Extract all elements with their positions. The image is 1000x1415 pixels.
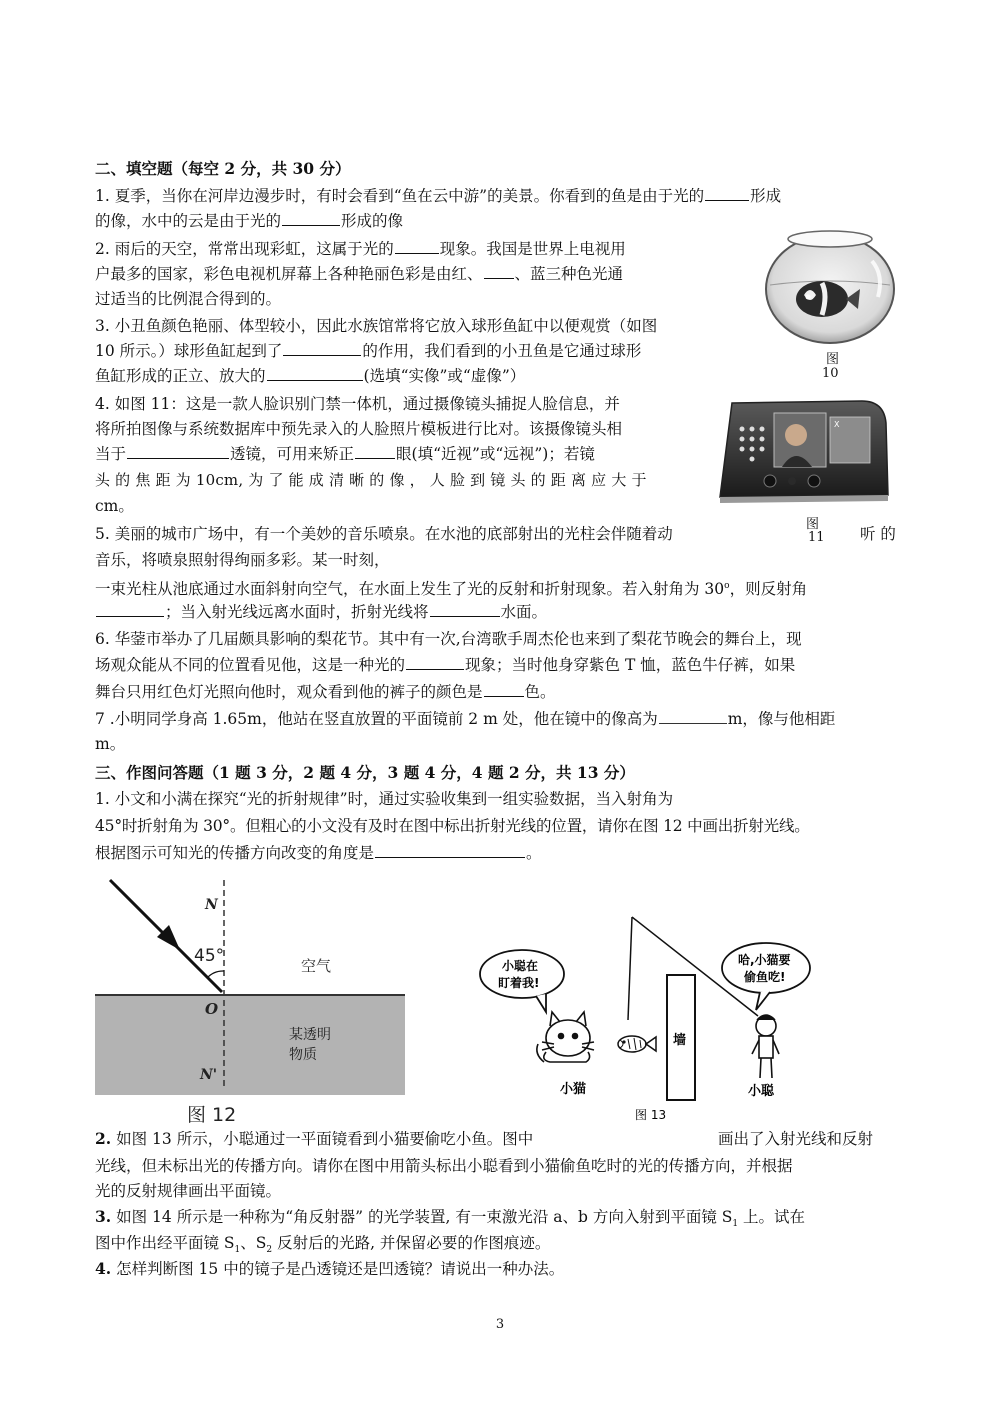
device-brand-text: X [834, 420, 840, 429]
fig13-caption: 图 13 [635, 1108, 667, 1122]
fig12-caption: 图 12 [187, 1104, 237, 1125]
boy-label: 小聪 [748, 1084, 775, 1099]
q3-line3: 鱼缸形成的正立、放大的 (选填“实像”或“虚像”） [95, 367, 526, 385]
q6-line1: 6. 华蓥市举办了几届颇具影响的梨花节。其中有一次,台湾歌手周杰伦也来到了梨花节晚会的舞台上，现 [95, 630, 802, 648]
q2-line2: 户最多的国家，彩色电视机屏幕上各种艳丽色彩是由红、 、蓝三种色光通 [95, 265, 624, 283]
angle-label: 45° [194, 946, 225, 966]
q4-blank1[interactable] [127, 443, 229, 459]
q4-line4: 头 的 焦 距 为 10cm, 为 了 能 成 清 晰 的 像 ， 人 脸 到 镜 头 的 距 离 应 大 于 [95, 471, 647, 489]
page-number: 3 [495, 1317, 505, 1332]
boy-speech-bubble [722, 943, 810, 993]
s3q2-line3: 光的反射规律画出平面镜。 [95, 1182, 282, 1200]
point-o-label: O [205, 1000, 219, 1018]
cat-bubble-text-1: 小聪在 [502, 959, 539, 973]
q2-blank1[interactable] [395, 238, 439, 254]
q5-blank2[interactable] [430, 601, 500, 617]
q3-line1: 3. 小丑鱼颜色艳丽、体型较小，因此水族馆常将它放入球形鱼缸中以便观赏（如图 [95, 317, 658, 335]
q3-blank1[interactable] [283, 340, 361, 356]
q4-blank2[interactable] [355, 443, 395, 459]
q2-line1: 2. 雨后的天空，常常出现彩虹，这属于光的 现象。我国是世界上电视用 [95, 240, 626, 258]
q5-line2: 音乐，将喷泉照射得绚丽多彩。某一时刻， [95, 551, 390, 569]
fig11-caption-1: 图 [806, 517, 820, 532]
fig10-caption-1: 图 [826, 352, 840, 367]
q6-blank2[interactable] [484, 681, 524, 697]
q4-line5: cm。 [95, 497, 134, 515]
cat-icon [537, 1012, 594, 1062]
s3q3-line1: 3. 如图 14 所示是一种称为“角反射器” 的光学装置, 有一束激光沿 a、b 方向入射到平面镜 $S_1$ 上。试在 [95, 1207, 806, 1230]
q1-blank1[interactable] [705, 185, 749, 201]
q2-blank2[interactable] [484, 263, 514, 279]
q5-line1: 5. 美丽的城市广场中，有一个美妙的音乐喷泉。在水池的底部射出的光柱会伴随着动 [95, 525, 673, 543]
medium-label-2: 物质 [289, 1047, 317, 1063]
boy-bubble-text-2: 偷鱼吃! [744, 970, 786, 984]
camera-lens-right-icon [808, 475, 820, 487]
normal-label-n-prime: N' [200, 1067, 218, 1083]
q4-line3: 当于 透镜，可用来矫正 眼(填“近视”或“远视”)；若镜 [95, 445, 595, 463]
incident-ray [628, 917, 632, 1020]
q3-blank2[interactable] [267, 365, 363, 381]
bowl-rim [788, 231, 872, 247]
q5-blank1[interactable] [96, 601, 164, 617]
q5-line3: 一束光柱从池底通过水面斜射向空气，在水面上发生了光的反射和折射现象。若入射角为 30$^o$，则反射角 [95, 580, 808, 599]
air-label: 空气 [301, 957, 332, 975]
s3q1-line2: 45°时折射角为 30°。但粗心的小文没有及时在图中标出折射光线的位置，请你在图 12 中画出折射光线。 [95, 817, 810, 835]
q7-blank1[interactable] [659, 708, 727, 724]
s3q3-line2: 图中作出经平面镜 $S_1$、$S_2$ 反射后的光路, 并保留必要的作图痕迹。 [95, 1234, 551, 1256]
cat-label: 小猫 [560, 1082, 587, 1097]
s3q1-line3: 根据图示可知光的传播方向改变的角度是 。 [95, 844, 542, 862]
fig10-caption-2: 10 [822, 366, 839, 381]
boy-bubble-text-1: 哈,小猫要 [738, 953, 791, 967]
q3-line2: 10 所示。）球形鱼缸起到了 的作用，我们看到的小丑鱼是它通过球形 [95, 342, 642, 360]
cat-speech-bubble [480, 950, 564, 998]
medium-label-1: 某透明 [289, 1027, 331, 1043]
section3-title: 三、作图问答题（1 题 3 分，2 题 4 分，3 题 4 分，4 题 2 分，共 13 分） [95, 763, 635, 782]
s3q2-line2: 光线，但未标出光的传播方向。请你在图中用箭头标出小聪看到小猫偷鱼吃时的光的传播方向，并根据 [95, 1157, 793, 1175]
q5-line1-end: 听 的 [860, 525, 896, 543]
camera-lens-left-icon [764, 475, 776, 487]
q6-line2: 场观众能从不同的位置看见他，这是一种光的 现象；当时他身穿紫色 T 恤，蓝色牛仔裤，如果 [95, 656, 796, 674]
fig12-refraction-diagram [95, 875, 405, 1125]
fig13-mirror-diagram [470, 912, 850, 1122]
s3q2-line1-end: 画出了入射光线和反射 [718, 1130, 874, 1148]
section2-title: 二、填空题（每空 2 分，共 30 分） [95, 159, 351, 178]
s3q1-blank[interactable] [375, 842, 525, 858]
s3q1-line1: 1. 小文和小满在探究“光的折射规律”时，通过实验收集到一组实验数据，当入射角为 [95, 790, 674, 808]
q7-line1: 7 .小明同学身高 1.65m，他站在竖直放置的平面镜前 2 m 处，他在镜中的像高为 m，像与他相距 [95, 710, 836, 728]
face-icon [785, 424, 807, 446]
q4-line1: 4. 如图 11：这是一款人脸识别门禁一体机，通过摄像镜头捕捉人脸信息，并 [95, 395, 620, 413]
q1-line2: 的像，水中的云是由于光的 形成的像 [95, 212, 404, 230]
normal-label-n: N [205, 897, 218, 913]
fig11-caption-2: 11 [808, 530, 825, 545]
angle-arc [207, 971, 224, 978]
q1-line1: 1. 夏季，当你在河岸边漫步时，有时会看到“鱼在云中游”的美景。你看到的鱼是由于光的 形成 [95, 187, 782, 205]
wall-label: 墙 [673, 1033, 687, 1048]
s3q4-line1: 4. 怎样判断图 15 中的镜子是凸透镜还是凹透镜？请说出一种办法。 [95, 1259, 565, 1278]
q7-line2: m。 [95, 735, 126, 753]
boy-icon [752, 1015, 779, 1078]
q6-line3: 舞台只用红色灯光照向他时，观众看到他的裤子的颜色是 色。 [95, 683, 556, 701]
q1-blank2[interactable] [282, 210, 340, 226]
medium-region [95, 995, 405, 1095]
q5-line4: ；当入射光线远离水面时，折射光线将 水面。 [95, 601, 547, 623]
fig10-fishbowl-image [760, 225, 900, 345]
q4-line2: 将所拍图像与系统数据库中预先录入的人脸照片模板进行比对。该摄像镜头相 [95, 420, 623, 438]
q2-line3: 过适当的比例混合得到的。 [95, 290, 282, 308]
fish-icon [618, 1036, 656, 1052]
fig11-face-device-image [712, 395, 892, 503]
q6-blank1[interactable] [406, 654, 464, 670]
cat-bubble-text-2: 盯着我! [498, 976, 540, 990]
s3q2-line1: 2. 如图 13 所示，小聪通过一平面镜看到小猫要偷吃小鱼。图中 [95, 1129, 534, 1148]
